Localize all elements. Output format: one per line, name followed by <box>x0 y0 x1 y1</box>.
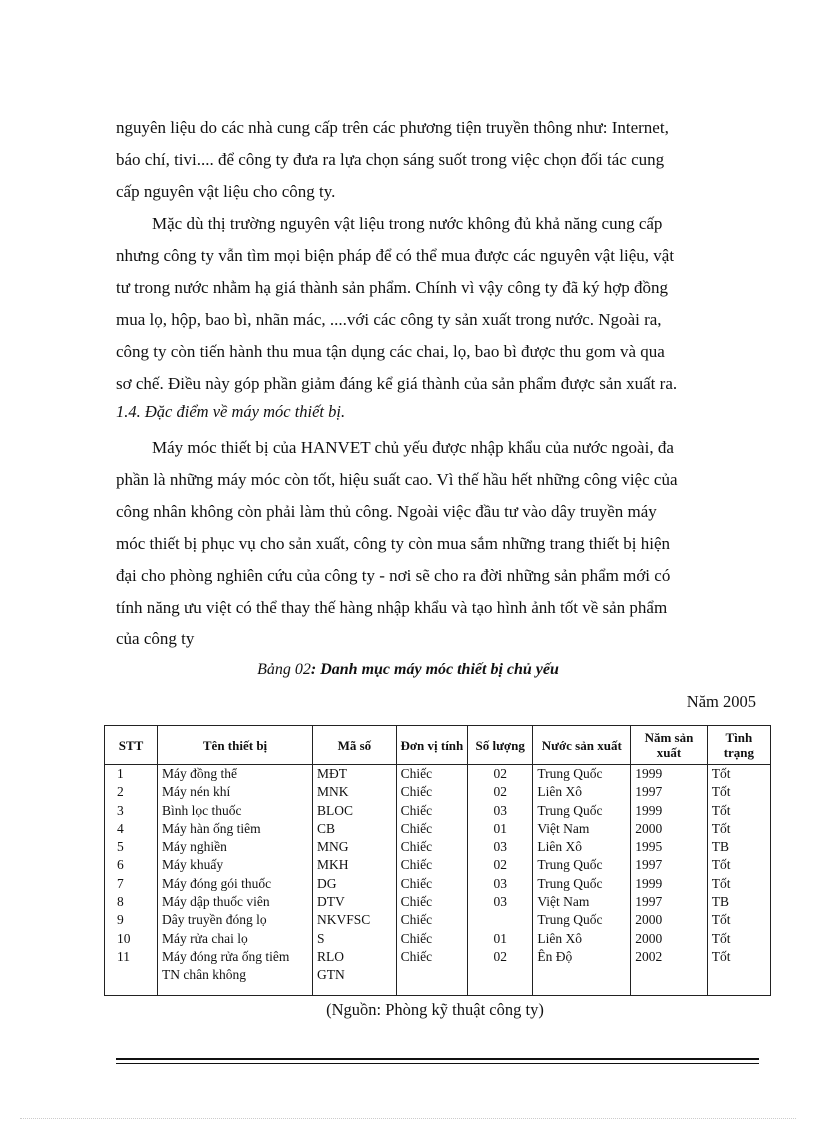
footer-rule-thin <box>116 1063 759 1064</box>
table-caption <box>0 661 816 679</box>
table-cell: MNK <box>313 783 397 801</box>
text-line: sơ chế. Điều này góp phần giảm đáng kể giá thành của sản phẩm được sản xuất ra. <box>116 373 678 393</box>
table-cell: Ên Độ <box>533 948 631 995</box>
table-cell: Chiếc <box>396 765 467 784</box>
table-cell: Máy dập thuốc viên <box>158 893 313 911</box>
table-cell: Trung Quốc <box>533 911 631 929</box>
text-line: Máy móc thiết bị của HANVET chủ yếu được nhập khẩu của nước ngoài, đa <box>152 438 674 457</box>
table-cell: 1997 <box>631 783 707 801</box>
table-cell: Máy nghiền <box>158 838 313 856</box>
table-cell: Trung Quốc <box>533 765 631 784</box>
table-cell: MĐT <box>313 765 397 784</box>
table-row <box>105 875 771 893</box>
text-line: mua lọ, hộp, bao bì, nhãn mác, ....với các công ty sản xuất trong nước. Ngoài ra, <box>116 309 662 329</box>
text-line: nguyên liệu do các nhà cung cấp trên các phương tiện truyền thông như: Internet, <box>116 118 669 137</box>
header-condition: Tình trạng <box>707 726 770 765</box>
table-cell: 02 <box>468 783 533 801</box>
table-cell: 1995 <box>631 838 707 856</box>
table-cell: RLO GTN <box>313 948 397 995</box>
table-cell: Bình lọc thuốc <box>158 802 313 820</box>
table-cell: S <box>313 930 397 948</box>
table-cell: 1997 <box>631 856 707 874</box>
table-row <box>105 820 771 838</box>
table-cell: Tốt <box>707 948 770 995</box>
table-cell: 1 <box>105 765 158 784</box>
table-cell: Trung Quốc <box>533 802 631 820</box>
table-cell: Tốt <box>707 802 770 820</box>
table-cell: DG <box>313 875 397 893</box>
text-line: tính năng ưu việt có thể thay thế hàng nhập khẩu và tạo hình ảnh tốt về sản phẩm <box>116 597 668 617</box>
table-cell: 11 <box>105 948 158 995</box>
paragraph-materials-sources <box>116 112 759 208</box>
table-cell: Tốt <box>707 820 770 838</box>
table-row <box>105 948 771 995</box>
table-row <box>105 893 771 911</box>
table-cell: Dây truyền đóng lọ <box>158 911 313 929</box>
header-stt: STT <box>105 726 158 765</box>
text-line: Mặc dù thị trường nguyên vật liệu trong nước không đủ khả năng cung cấp <box>152 214 663 233</box>
table-cell: 10 <box>105 930 158 948</box>
text-line: công ty còn tiến hành thu mua tận dụng các chai, lọ, bao bì được thu gom và qua <box>116 341 665 361</box>
table-cell: TB <box>707 893 770 911</box>
table-caption-title: Danh mục máy móc thiết bị chủ yếu <box>320 661 559 678</box>
section-heading: 1.4. Đặc điểm về máy móc thiết bị. <box>116 402 346 421</box>
table-cell: 2002 <box>631 948 707 995</box>
table-cell: Chiếc <box>396 838 467 856</box>
table-cell: 4 <box>105 820 158 838</box>
table-cell: 02 <box>468 765 533 784</box>
text-line: nhưng công ty vẫn tìm mọi biện pháp để có thể mua được các nguyên vật liệu, vật <box>116 245 675 265</box>
table-cell: Chiếc <box>396 875 467 893</box>
header-year: Năm sản xuất <box>631 726 707 765</box>
table-cell: Tốt <box>707 765 770 784</box>
table-cell: 1999 <box>631 802 707 820</box>
text-line: báo chí, tivi.... để công ty đưa ra lựa chọn sáng suốt trong việc chọn đối tác cung <box>116 149 665 169</box>
text-line: của công ty <box>116 629 195 649</box>
text-line: đại cho phòng nghiên cứu của công ty - nơi sẽ cho ra đời những sản phẩm mới có <box>116 565 671 585</box>
table-cell: Liên Xô <box>533 783 631 801</box>
table-row <box>105 930 771 948</box>
table-caption-colon: : <box>310 661 317 678</box>
table-cell: Máy hàn ống tiêm <box>158 820 313 838</box>
table-row <box>105 802 771 820</box>
table-cell: Máy đóng gói thuốc <box>158 875 313 893</box>
table-cell: Chiếc <box>396 948 467 995</box>
paragraph-equipment <box>116 432 759 655</box>
table-source: (Nguồn: Phòng kỹ thuật công ty) <box>326 1000 544 1019</box>
table-row <box>105 765 771 784</box>
header-name: Tên thiết bị <box>158 726 313 765</box>
table-cell: 1999 <box>631 765 707 784</box>
table-cell: DTV <box>313 893 397 911</box>
table-cell: Máy rửa chai lọ <box>158 930 313 948</box>
paragraph-domestic-market <box>116 208 759 399</box>
table-cell: 03 <box>468 838 533 856</box>
equipment-table <box>104 725 771 996</box>
header-country: Nước sản xuất <box>533 726 631 765</box>
table-cell <box>468 911 533 929</box>
table-cell: 03 <box>468 802 533 820</box>
table-cell: MKH <box>313 856 397 874</box>
table-cell: Liên Xô <box>533 930 631 948</box>
table-cell: MNG <box>313 838 397 856</box>
table-cell: 6 <box>105 856 158 874</box>
table-cell: 01 <box>468 820 533 838</box>
table-cell: 5 <box>105 838 158 856</box>
table-cell: TB <box>707 838 770 856</box>
table-cell: Chiếc <box>396 802 467 820</box>
table-cell: CB <box>313 820 397 838</box>
table-cell: 3 <box>105 802 158 820</box>
table-cell: Máy nén khí <box>158 783 313 801</box>
table-cell: Chiếc <box>396 820 467 838</box>
table-cell: 02 <box>468 856 533 874</box>
text-line: cấp nguyên vật liệu cho công ty. <box>116 181 336 201</box>
table-cell: 2000 <box>631 911 707 929</box>
text-line: phần là những máy móc còn tốt, hiệu suất cao. Vì thế hầu hết những công việc của <box>116 469 678 489</box>
table-cell: Chiếc <box>396 893 467 911</box>
table-cell: 9 <box>105 911 158 929</box>
table-cell: Máy đồng thể <box>158 765 313 784</box>
table-cell: 2000 <box>631 930 707 948</box>
table-cell: 7 <box>105 875 158 893</box>
table-cell: Tốt <box>707 930 770 948</box>
text-line: móc thiết bị phục vụ cho sản xuất, công ty còn mua sắm những trang thiết bị hiện <box>116 533 671 553</box>
text-line: công nhân không còn phải làm thủ công. Ngoài việc đầu tư vào dây truyền máy <box>116 501 657 521</box>
table-cell: Chiếc <box>396 911 467 929</box>
text-line: tư trong nước nhằm hạ giá thành sản phẩm. Chính vì vậy công ty đã ký hợp đồng <box>116 277 668 297</box>
header-code: Mã số <box>313 726 397 765</box>
header-quantity: Số lượng <box>468 726 533 765</box>
page-bottom-dotted-line <box>20 1118 796 1119</box>
table-header-row <box>105 726 771 765</box>
table-year: Năm 2005 <box>686 692 756 711</box>
table-cell: Tốt <box>707 856 770 874</box>
header-unit: Đơn vị tính <box>396 726 467 765</box>
table-cell: Tốt <box>707 783 770 801</box>
table-cell: 1997 <box>631 893 707 911</box>
table-cell: Việt Nam <box>533 893 631 911</box>
table-cell: 03 <box>468 893 533 911</box>
table-cell: BLOC <box>313 802 397 820</box>
table-cell: 1999 <box>631 875 707 893</box>
table-cell: 02 <box>468 948 533 995</box>
table-cell: 8 <box>105 893 158 911</box>
table-cell: Máy đóng rửa ống tiêm TN chân không <box>158 948 313 995</box>
table-cell: 03 <box>468 875 533 893</box>
table-row <box>105 911 771 929</box>
table-cell: Chiếc <box>396 930 467 948</box>
table-cell: Liên Xô <box>533 838 631 856</box>
table-cell: 2000 <box>631 820 707 838</box>
table-cell: Trung Quốc <box>533 875 631 893</box>
footer-rule-thick <box>116 1058 759 1060</box>
table-cell: Trung Quốc <box>533 856 631 874</box>
table-cell: Máy khuấy <box>158 856 313 874</box>
table-cell: Chiếc <box>396 856 467 874</box>
table-caption-number: Bảng 02 <box>257 661 311 678</box>
table-row <box>105 838 771 856</box>
table-cell: Chiếc <box>396 783 467 801</box>
table-row <box>105 783 771 801</box>
table-cell: Tốt <box>707 875 770 893</box>
table-body <box>105 765 771 996</box>
table-cell: 2 <box>105 783 158 801</box>
table-row <box>105 856 771 874</box>
table-cell: Tốt <box>707 911 770 929</box>
table-cell: Việt Nam <box>533 820 631 838</box>
table-cell: 01 <box>468 930 533 948</box>
table-cell: NKVFSC <box>313 911 397 929</box>
